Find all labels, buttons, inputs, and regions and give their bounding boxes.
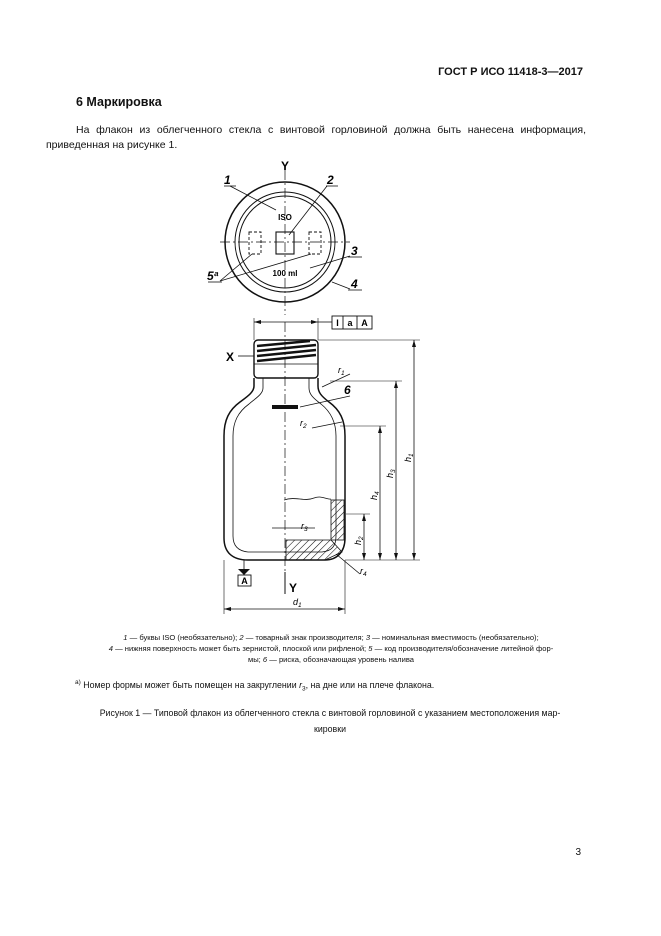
dimension-arrowheads xyxy=(224,320,416,611)
datum-a-label: A xyxy=(241,576,248,586)
callout-4: 4 xyxy=(351,277,358,291)
r3-sub: 3 xyxy=(304,526,308,533)
h4-label: h xyxy=(369,494,379,500)
r3-label: r xyxy=(301,521,304,531)
d1-label: d xyxy=(293,597,299,607)
top-axis-label: Y xyxy=(280,159,290,173)
legend-line-1: 1 — буквы ISO (необязательно); 2 — товарный знак производителя; 3 — номинальная вместимость (необязательно); xyxy=(123,633,539,642)
callout-2: 2 xyxy=(327,173,334,187)
capacity-text: 100 ml xyxy=(272,269,298,278)
r1-label: r xyxy=(338,365,341,375)
side-view xyxy=(224,316,420,614)
callout-1: 1 xyxy=(224,173,231,187)
legend-line-2: 4 — нижняя поверхность может быть зернистой, плоской или рифленой; 5 — код производителя/обозначение литейной фор- xyxy=(108,644,554,653)
frame-cell-1: I xyxy=(336,318,339,328)
iso-text: ISO xyxy=(278,213,292,222)
frame-cell-2: a xyxy=(347,318,353,328)
d1-sub: 1 xyxy=(298,602,302,609)
h3-sub: 3 xyxy=(390,469,397,473)
figure-caption xyxy=(40,705,620,737)
caption-line-1: Рисунок 1 — Типовой флакон из облегченного стекла с винтовой горловиной с указанием местоположения мар- xyxy=(99,708,561,718)
svg-text:r4 xyxy=(360,566,367,578)
figure-legend xyxy=(54,632,608,665)
r1-sub: 1 xyxy=(341,370,345,377)
dimension-labels xyxy=(293,365,415,609)
callout-3: 3 xyxy=(351,244,358,258)
detail-x-label: X xyxy=(226,350,235,364)
h1-sub: 1 xyxy=(408,453,415,457)
svg-text:h4 xyxy=(369,491,381,500)
r4-sub: 4 xyxy=(363,571,367,578)
svg-text:r3 xyxy=(301,521,308,533)
paragraph-line-1: На флакон из облегченного стекла с винтовой горловиной должна быть нанесена информация, xyxy=(76,124,586,136)
svg-text:r1 xyxy=(338,365,345,377)
svg-text:h1 xyxy=(403,453,415,462)
figure-bottle-marking xyxy=(0,150,661,620)
callout-6: 6 xyxy=(344,383,351,397)
page-number: 3 xyxy=(575,847,581,858)
svg-text:h3 xyxy=(385,469,397,478)
section-axis-label: Y xyxy=(289,581,298,595)
intro-paragraph xyxy=(46,123,586,153)
figure-footnote: $^{a)}$ Номер формы может быть помещен на закруглении $r_3$, на дне или на плече флакона. xyxy=(75,679,435,693)
h3-label: h xyxy=(385,472,395,478)
h2-sub: 2 xyxy=(358,536,365,540)
r2-sub: 2 xyxy=(303,423,307,430)
top-view xyxy=(208,170,362,315)
frame-cell-3: A xyxy=(361,318,368,328)
r4-label: r xyxy=(360,566,363,576)
callout-5: 5ª xyxy=(207,269,219,283)
document-header: ГОСТ Р ИСО 11418-3—2017 xyxy=(438,66,583,78)
caption-line-2: кировки xyxy=(314,724,346,734)
svg-text:h2 xyxy=(353,536,365,545)
h2-label: h xyxy=(353,539,363,545)
section-title: 6 Маркировка xyxy=(76,95,162,109)
paragraph-line-2: приведенная на рисунке 1. xyxy=(46,139,178,151)
svg-text:d1 xyxy=(293,597,302,609)
legend-line-3: мы; 6 — риска, обозначающая уровень налива xyxy=(247,655,414,664)
r2-label: r xyxy=(300,418,303,428)
h4-sub: 4 xyxy=(374,491,381,495)
svg-text:r2 xyxy=(300,418,307,430)
h1-label: h xyxy=(403,456,413,462)
